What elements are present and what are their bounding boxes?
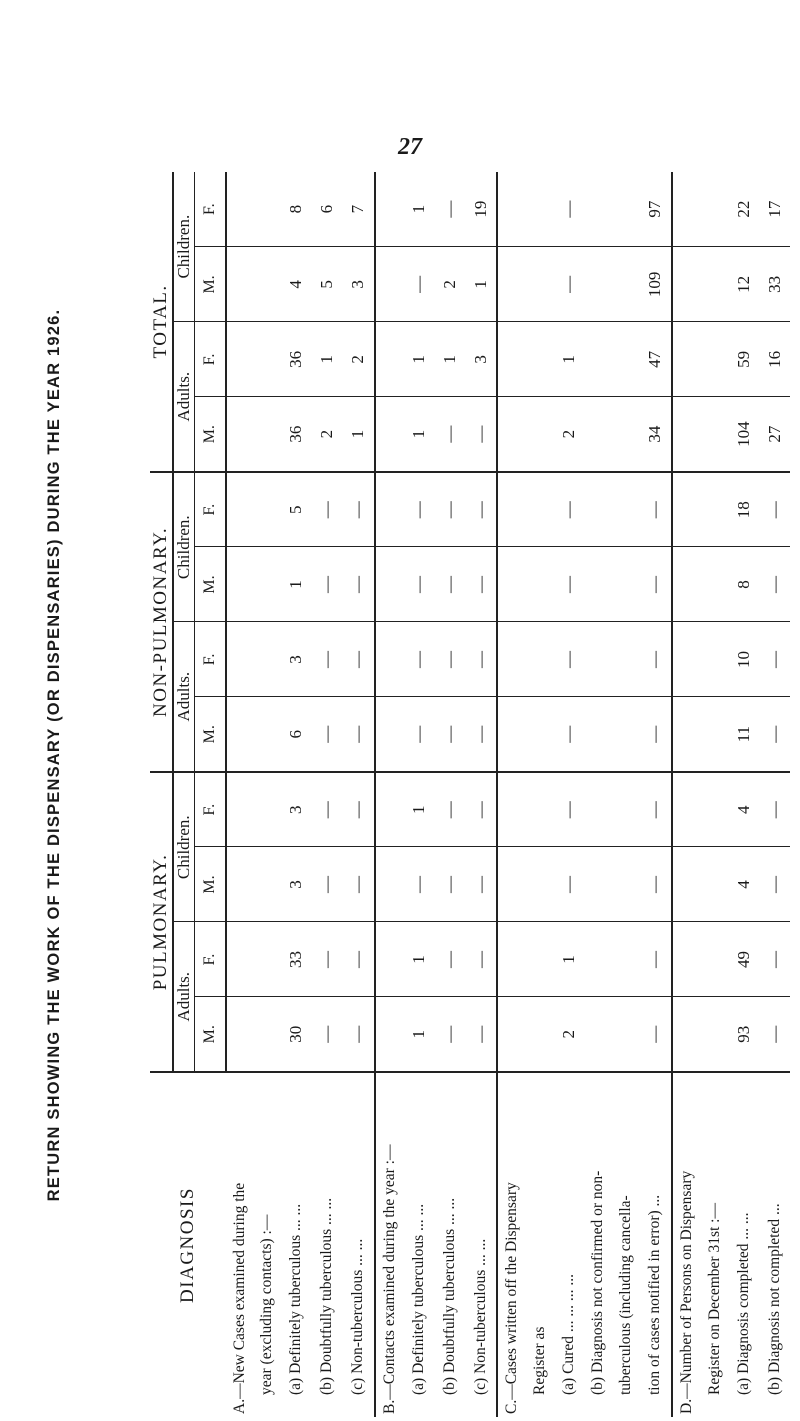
table-cell (612, 247, 640, 322)
table-cell (612, 322, 640, 397)
table-cell: 8 (729, 547, 760, 622)
table-cell: — (342, 772, 374, 847)
row-label: tuberculous (including cancella- (612, 1072, 640, 1417)
table-cell: — (312, 547, 343, 622)
table-cell: — (465, 472, 497, 547)
table-cell: — (342, 472, 374, 547)
table-cell: 97 (640, 172, 672, 247)
sex-header-female: F. (195, 172, 227, 247)
table-cell: — (554, 772, 585, 847)
table-cell (226, 847, 254, 922)
table-cell: — (640, 547, 672, 622)
row-label: (c) Non-tuberculous ... ... (342, 1072, 374, 1417)
table-cell (526, 172, 554, 247)
table-cell (254, 697, 282, 772)
table-cell (672, 922, 701, 997)
sex-header-female: F. (195, 772, 227, 847)
table-cell (701, 322, 729, 397)
table-cell: 22 (729, 172, 760, 247)
table-cell: — (465, 622, 497, 697)
table-cell: 36 (281, 322, 312, 397)
table-row (701, 172, 729, 1417)
table-cell (585, 472, 613, 547)
table-cell: 3 (281, 847, 312, 922)
table-cell: 1 (342, 397, 374, 472)
table-cell (701, 172, 729, 247)
table-row (554, 172, 585, 1417)
table-cell (375, 322, 404, 397)
table-cell: 3 (281, 622, 312, 697)
table-cell: — (312, 922, 343, 997)
table-cell (585, 922, 613, 997)
age-header-adults: Adults. (173, 322, 195, 472)
table-row (312, 172, 343, 1417)
table-cell: — (465, 772, 497, 847)
table-cell: 1 (312, 322, 343, 397)
table-cell: — (312, 847, 343, 922)
table-cell: 6 (312, 172, 343, 247)
diagnosis-header: DIAGNOSIS (150, 1072, 226, 1417)
table-cell (226, 772, 254, 847)
table-cell (497, 697, 526, 772)
table-cell: — (640, 922, 672, 997)
table-cell (672, 622, 701, 697)
table-cell: — (465, 922, 497, 997)
table-cell: — (434, 997, 465, 1072)
table-cell: 104 (729, 397, 760, 472)
table-cell (497, 547, 526, 622)
table-cell (585, 772, 613, 847)
table-cell (612, 697, 640, 772)
table-cell: 1 (554, 922, 585, 997)
table-cell (612, 547, 640, 622)
table-cell: 1 (404, 397, 435, 472)
table-cell: 27 (759, 397, 790, 472)
row-label: year (excluding contacts) :— (254, 1072, 282, 1417)
table-cell: 1 (404, 997, 435, 1072)
table-row (672, 172, 701, 1417)
table-cell: — (434, 772, 465, 847)
table-cell: — (342, 547, 374, 622)
table-cell: 18 (729, 472, 760, 547)
table-cell: 2 (434, 247, 465, 322)
table-cell: — (312, 772, 343, 847)
row-label: C.—Cases written off the Dispensary (497, 1072, 526, 1417)
sex-header-female: F. (195, 322, 227, 397)
table-cell: — (342, 697, 374, 772)
table-cell (375, 697, 404, 772)
table-cell: 109 (640, 247, 672, 322)
table-cell (585, 847, 613, 922)
table-cell (254, 997, 282, 1072)
table-cell (585, 997, 613, 1072)
table-row (759, 172, 790, 1417)
table-cell (497, 622, 526, 697)
table-row (342, 172, 374, 1417)
row-label: (b) Diagnosis not confirmed or non- (585, 1072, 613, 1417)
table-cell: — (312, 997, 343, 1072)
table-cell (701, 772, 729, 847)
table-cell: 2 (312, 397, 343, 472)
table-cell (585, 322, 613, 397)
table-cell: 1 (554, 322, 585, 397)
row-label: Register on December 31st :— (701, 1072, 729, 1417)
table-cell: — (465, 547, 497, 622)
table-cell (226, 547, 254, 622)
sex-header-male: M. (195, 997, 227, 1072)
table-cell (612, 622, 640, 697)
table-cell: — (554, 847, 585, 922)
table-cell (672, 472, 701, 547)
table-cell (254, 772, 282, 847)
table-cell (226, 622, 254, 697)
sex-header-male: M. (195, 547, 227, 622)
row-label: (b) Doubtfully tuberculous ... ... (434, 1072, 465, 1417)
age-header-adults: Adults. (173, 922, 195, 1072)
table-cell (701, 547, 729, 622)
table-cell: — (554, 547, 585, 622)
age-header-children: Children. (173, 172, 195, 322)
table-cell: — (554, 622, 585, 697)
table-cell: 2 (554, 397, 585, 472)
table-cell (612, 397, 640, 472)
table-cell: — (640, 622, 672, 697)
table-cell: — (465, 397, 497, 472)
table-cell (375, 922, 404, 997)
row-label: (c) Non-tuberculous ... ... (465, 1072, 497, 1417)
table-cell (672, 697, 701, 772)
age-header-adults: Adults. (173, 622, 195, 772)
table-cell (254, 322, 282, 397)
table-cell: 3 (281, 772, 312, 847)
table-cell (526, 472, 554, 547)
table-cell: — (312, 697, 343, 772)
table-cell: 1 (404, 772, 435, 847)
table-cell: 3 (342, 247, 374, 322)
table-row (497, 172, 526, 1417)
table-cell: 7 (342, 172, 374, 247)
table-cell (585, 172, 613, 247)
table-row (612, 172, 640, 1417)
table-cell (375, 622, 404, 697)
row-label: A.—New Cases examined during the (226, 1072, 254, 1417)
row-label: (b) Doubtfully tuberculous ... ... (312, 1072, 343, 1417)
table-cell (672, 997, 701, 1072)
table-cell (672, 172, 701, 247)
table-cell (497, 847, 526, 922)
table-cell: — (640, 697, 672, 772)
table-cell: — (759, 547, 790, 622)
group-header-total: TOTAL. (150, 172, 173, 472)
table-cell (375, 547, 404, 622)
table-cell: 5 (281, 472, 312, 547)
table-cell (585, 397, 613, 472)
table-cell: — (434, 172, 465, 247)
table-cell (226, 247, 254, 322)
table-cell: 3 (465, 322, 497, 397)
table-cell (497, 772, 526, 847)
table-cell (375, 472, 404, 547)
table-cell: 11 (729, 697, 760, 772)
table-cell: — (759, 922, 790, 997)
page-title: RETURN SHOWING THE WORK OF THE DISPENSARY (OR DISPENSARIES) DURING THE YEAR 1926. (45, 308, 63, 1202)
table-cell: 1 (404, 322, 435, 397)
table-cell: — (404, 697, 435, 772)
table-cell (612, 847, 640, 922)
table-cell: — (759, 997, 790, 1072)
table-row (375, 172, 404, 1417)
table-cell: — (554, 247, 585, 322)
table-cell (254, 922, 282, 997)
table-cell: 4 (729, 847, 760, 922)
table-cell: 93 (729, 997, 760, 1072)
table-cell (612, 922, 640, 997)
table-cell: — (640, 997, 672, 1072)
table-cell (612, 772, 640, 847)
table-cell (672, 322, 701, 397)
row-label: (b) Diagnosis not completed ... (759, 1072, 790, 1417)
table-cell: — (554, 472, 585, 547)
table-cell: — (342, 847, 374, 922)
table-cell (701, 397, 729, 472)
sex-header-male: M. (195, 847, 227, 922)
table-cell (612, 997, 640, 1072)
table-cell: — (434, 397, 465, 472)
table-cell: — (342, 622, 374, 697)
row-label: (a) Definitely tuberculous ... ... (281, 1072, 312, 1417)
table-cell: 12 (729, 247, 760, 322)
table-cell (254, 547, 282, 622)
table-cell (672, 847, 701, 922)
table-cell (701, 847, 729, 922)
table-cell: — (434, 847, 465, 922)
table-cell: — (759, 472, 790, 547)
table-cell (226, 697, 254, 772)
table-cell: — (434, 547, 465, 622)
table-cell (701, 472, 729, 547)
table-cell (375, 772, 404, 847)
table-cell: — (404, 472, 435, 547)
table-cell (612, 172, 640, 247)
table-cell (497, 397, 526, 472)
table-cell: — (404, 247, 435, 322)
sex-header-female: F. (195, 622, 227, 697)
table-row (585, 172, 613, 1417)
table-cell: — (759, 772, 790, 847)
row-label: (a) Cured ... ... ... ... (554, 1072, 585, 1417)
table-cell (254, 622, 282, 697)
table-cell: — (342, 997, 374, 1072)
table-row (404, 172, 435, 1417)
table-cell (226, 172, 254, 247)
table-cell (497, 322, 526, 397)
table-row (226, 172, 254, 1417)
table-cell (526, 247, 554, 322)
table-cell (526, 547, 554, 622)
table-cell (375, 247, 404, 322)
table-cell: 33 (759, 247, 790, 322)
age-header-children: Children. (173, 472, 195, 622)
table-cell (497, 997, 526, 1072)
row-label: tion of cases notified in error) ... (640, 1072, 672, 1417)
table-cell: 8 (281, 172, 312, 247)
table-cell (497, 247, 526, 322)
table-cell (701, 922, 729, 997)
table-cell (672, 547, 701, 622)
table-cell: — (759, 847, 790, 922)
table-cell (585, 697, 613, 772)
table-cell (254, 172, 282, 247)
table-cell: — (404, 547, 435, 622)
table-cell (585, 547, 613, 622)
table-row (254, 172, 282, 1417)
table-row (434, 172, 465, 1417)
row-label: D.—Number of Persons on Dispensary (672, 1072, 701, 1417)
rotated-table-container (150, 172, 790, 1417)
table-cell: 6 (281, 697, 312, 772)
table-cell: 16 (759, 322, 790, 397)
table-row (465, 172, 497, 1417)
sex-header-male: M. (195, 247, 227, 322)
age-header-children: Children. (173, 772, 195, 922)
table-cell (497, 472, 526, 547)
table-cell (526, 847, 554, 922)
table-cell: — (342, 922, 374, 997)
table-cell (612, 472, 640, 547)
table-cell: — (759, 697, 790, 772)
table-cell: — (640, 772, 672, 847)
table-cell (701, 997, 729, 1072)
table-cell (526, 997, 554, 1072)
table-cell (701, 247, 729, 322)
table-cell (375, 847, 404, 922)
table-cell (585, 247, 613, 322)
table-cell: — (434, 697, 465, 772)
sex-header-male: M. (195, 697, 227, 772)
table-cell: 59 (729, 322, 760, 397)
table-cell: — (434, 622, 465, 697)
table-cell (254, 472, 282, 547)
table-cell: — (554, 172, 585, 247)
table-cell (526, 922, 554, 997)
table-cell: 1 (465, 247, 497, 322)
group-header-non-pulmonary: NON-PULMONARY. (150, 472, 173, 772)
table-cell (226, 922, 254, 997)
table-cell (226, 472, 254, 547)
table-row (640, 172, 672, 1417)
table-cell (526, 772, 554, 847)
table-cell: 30 (281, 997, 312, 1072)
table-cell: 5 (312, 247, 343, 322)
table-cell: 36 (281, 397, 312, 472)
table-cell (672, 397, 701, 472)
table-cell: — (465, 847, 497, 922)
table-cell (226, 997, 254, 1072)
table-cell: — (404, 847, 435, 922)
table-cell (226, 397, 254, 472)
table-cell (526, 322, 554, 397)
table-cell (672, 247, 701, 322)
table-cell: 19 (465, 172, 497, 247)
table-cell: 1 (434, 322, 465, 397)
table-cell: — (465, 997, 497, 1072)
table-cell: 1 (281, 547, 312, 622)
sex-header-female: F. (195, 472, 227, 547)
table-cell: 1 (404, 922, 435, 997)
table-cell (701, 622, 729, 697)
table-cell (526, 622, 554, 697)
table-cell: — (759, 622, 790, 697)
table-cell (375, 397, 404, 472)
table-cell: 34 (640, 397, 672, 472)
table-cell (226, 322, 254, 397)
group-header-pulmonary: PULMONARY. (150, 772, 173, 1072)
table-cell: — (554, 697, 585, 772)
table-cell: 49 (729, 922, 760, 997)
table-row (281, 172, 312, 1417)
table-row (729, 172, 760, 1417)
page-number: 27 (398, 134, 422, 160)
table-cell: — (434, 472, 465, 547)
sex-header-female: F. (195, 922, 227, 997)
table-cell: — (640, 472, 672, 547)
row-label: (a) Diagnosis completed ... ... (729, 1072, 760, 1417)
table-cell: — (404, 622, 435, 697)
table-cell (375, 172, 404, 247)
table-cell: — (640, 847, 672, 922)
table-cell: — (434, 922, 465, 997)
table-row (526, 172, 554, 1417)
table-cell (254, 247, 282, 322)
table-cell: 10 (729, 622, 760, 697)
table-cell (375, 997, 404, 1072)
table-cell (497, 172, 526, 247)
table-cell: 4 (729, 772, 760, 847)
table-cell (526, 397, 554, 472)
table-cell: 33 (281, 922, 312, 997)
table-cell (672, 772, 701, 847)
table-cell (497, 922, 526, 997)
table-cell: — (465, 697, 497, 772)
table-cell: — (312, 472, 343, 547)
table-cell (701, 697, 729, 772)
table-cell: 2 (554, 997, 585, 1072)
table-cell (526, 697, 554, 772)
table-cell: — (312, 622, 343, 697)
table-cell (585, 622, 613, 697)
row-label: B.—Contacts examined during the year :— (375, 1072, 404, 1417)
row-label: (a) Definitely tuberculous ... ... (404, 1072, 435, 1417)
sex-header-male: M. (195, 397, 227, 472)
table-cell: 2 (342, 322, 374, 397)
row-label: Register as (526, 1072, 554, 1417)
table-cell: 47 (640, 322, 672, 397)
table-cell (254, 847, 282, 922)
table-cell: 17 (759, 172, 790, 247)
table-cell (254, 397, 282, 472)
dispensary-return-table (150, 172, 790, 1417)
table-cell: 1 (404, 172, 435, 247)
table-cell: 4 (281, 247, 312, 322)
